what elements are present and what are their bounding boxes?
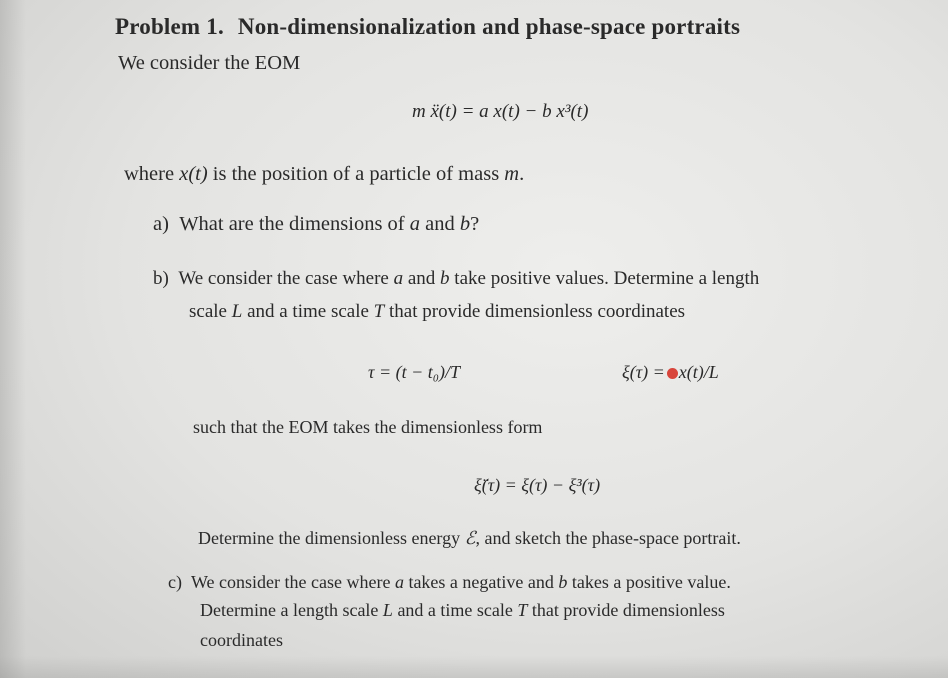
part-b-line-2 bbox=[189, 301, 685, 323]
part-b-line2-text-3: that provide dimensionless coordinates bbox=[384, 301, 686, 322]
page-shadow-left bbox=[0, 0, 26, 678]
part-c-line1-text-1: We consider the case where bbox=[190, 572, 395, 592]
where-suffix: . bbox=[519, 163, 525, 185]
part-c-line2-text-2: and a time scale bbox=[392, 600, 518, 620]
var-a: a bbox=[394, 572, 404, 592]
part-b-line1-text-3: take positive values. Determine a length bbox=[449, 268, 760, 289]
where-prefix: where bbox=[124, 163, 180, 185]
problem-heading bbox=[115, 14, 740, 40]
part-c-label: c) bbox=[168, 572, 182, 592]
mass-variable: m bbox=[504, 163, 520, 185]
var-a: a bbox=[393, 268, 404, 289]
part-b-line1-text-2: and bbox=[403, 268, 441, 289]
equation-of-motion: m ẍ(t) = a x(t) − b x³(t) bbox=[412, 101, 589, 122]
var-L: L bbox=[382, 600, 393, 620]
var-T: T bbox=[373, 301, 385, 322]
part-b-line1-text-1: We consider the case where bbox=[178, 268, 394, 289]
var-a: a bbox=[409, 213, 420, 235]
part-c-line-1 bbox=[168, 572, 731, 593]
part-b-line-1 bbox=[153, 268, 759, 290]
part-a-text: What are the dimensions of bbox=[179, 213, 410, 235]
part-b-line2-text-2: and a time scale bbox=[242, 301, 374, 322]
xi-definition bbox=[622, 362, 719, 383]
part-a-and: and bbox=[420, 213, 460, 235]
tau-definition: τ = (t − t₀)/T bbox=[368, 362, 460, 382]
part-b-label: b) bbox=[153, 268, 169, 289]
var-b: b bbox=[558, 572, 568, 592]
energy-line bbox=[198, 528, 741, 549]
var-b: b bbox=[459, 213, 471, 235]
where-line bbox=[124, 163, 524, 186]
position-variable: x(t) bbox=[179, 163, 208, 185]
xi-def-left: ξ(τ) = bbox=[622, 362, 665, 382]
page-shadow-bottom bbox=[0, 656, 948, 678]
var-L: L bbox=[231, 301, 243, 322]
part-a-question-mark: ? bbox=[470, 213, 480, 235]
red-marker-dot bbox=[667, 368, 678, 379]
xi-def-right: x(t)/L bbox=[678, 362, 719, 382]
var-T: T bbox=[517, 600, 528, 620]
energy-symbol: ℰ bbox=[464, 528, 476, 548]
such-that-text: such that the EOM takes the dimensionless form bbox=[193, 417, 543, 437]
where-middle: is the position of a particle of mass bbox=[207, 163, 505, 185]
var-b: b bbox=[440, 268, 450, 289]
part-b-line2-text-1: scale bbox=[189, 301, 232, 322]
intro-text: We consider the EOM bbox=[118, 52, 301, 74]
problem-number: Problem 1. bbox=[115, 14, 224, 39]
part-c-line1-text-3: takes a positive value. bbox=[567, 572, 731, 592]
part-c-line-3: coordinates bbox=[200, 630, 283, 650]
part-a bbox=[153, 213, 479, 236]
part-c-line1-text-2: takes a negative and bbox=[403, 572, 559, 592]
part-c-line2-text-1: Determine a length scale bbox=[200, 600, 383, 620]
part-c-line-2 bbox=[200, 600, 725, 621]
part-c-line2-text-3: that provide dimensionless bbox=[527, 600, 725, 620]
problem-title: Non-dimensionalization and phase-space portraits bbox=[237, 14, 741, 39]
part-a-label: a) bbox=[153, 213, 169, 235]
energy-text-1: Determine the dimensionless energy bbox=[198, 528, 465, 548]
dimensionless-eom: ξ̈(τ) = ξ(τ) − ξ³(τ) bbox=[474, 475, 601, 495]
energy-text-2: , and sketch the phase-space portrait. bbox=[475, 528, 741, 548]
